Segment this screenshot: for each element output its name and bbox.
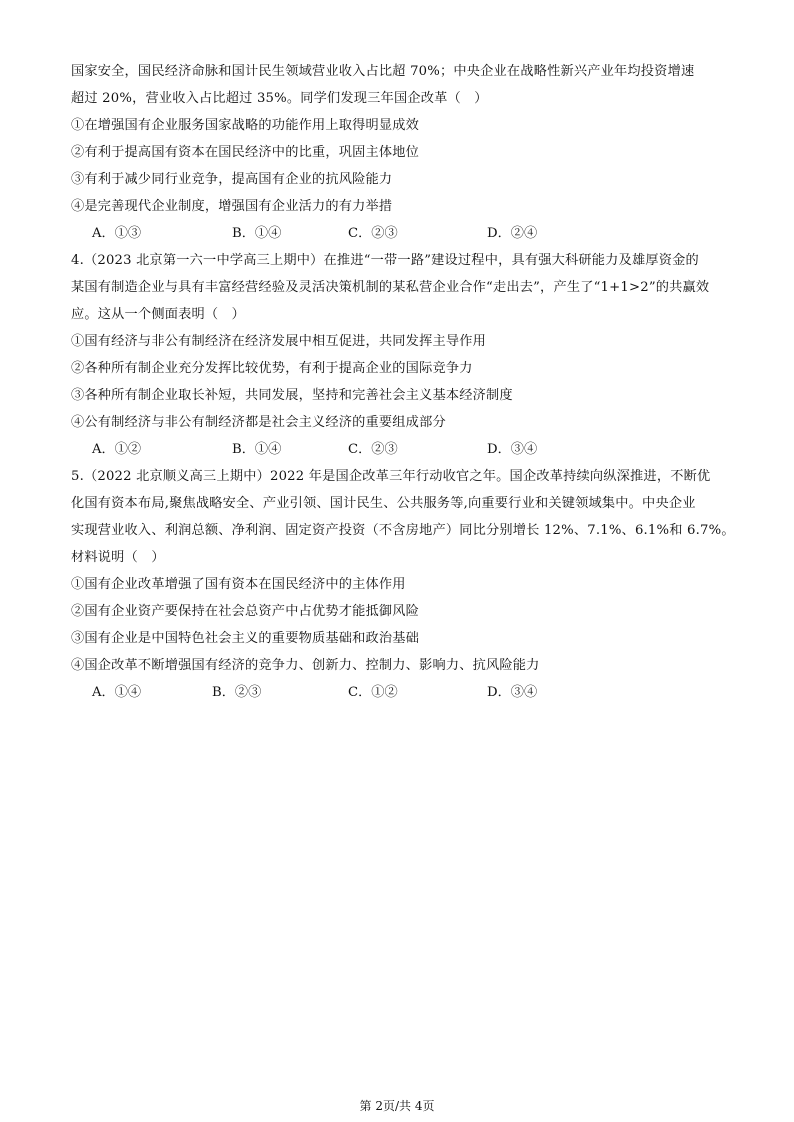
q5-statement-3: ③国有企业是中国特色社会主义的重要物质基础和政治基础 xyxy=(71,631,420,646)
q5-option-b[interactable]: B．②③ xyxy=(212,685,262,700)
q5-text-line-2: 化国有资本布局,聚焦战略安全、产业引领、国计民生、公共服务等,向重要行业和关键领域集中。中央企业 xyxy=(71,496,696,511)
q5-option-c[interactable]: C．①② xyxy=(348,685,398,700)
q3-option-b[interactable]: B．①④ xyxy=(232,226,282,241)
q4-text-line-3: 应。这从一个侧面表明（ ） xyxy=(71,307,246,322)
q3-statement-2: ②有利于提高国有资本在国民经济中的比重，巩固主体地位 xyxy=(71,145,420,160)
q5-statement-2: ②国有企业资产要保持在社会总资产中占优势才能抵御风险 xyxy=(71,604,420,619)
q4-statement-3: ③各种所有制企业取长补短，共同发展，坚持和完善社会主义基本经济制度 xyxy=(71,388,513,403)
q3-option-d[interactable]: D．②④ xyxy=(487,226,538,241)
q3-text-line-2: 超过 20%，营业收入占比超过 35%。同学们发现三年国企改革（ ） xyxy=(71,91,488,106)
q5-statement-1: ①国有企业改革增强了国有资本在国民经济中的主体作用 xyxy=(71,577,406,592)
q5-option-d[interactable]: D．③④ xyxy=(487,685,538,700)
q4-option-b[interactable]: B．①④ xyxy=(232,442,282,457)
q5-text-line-3: 实现营业收入、利润总额、净利润、固定资产投资（不含房地产）同比分别增长 12%、7.1%、6.1%和 6.7%。 xyxy=(71,523,735,538)
q3-text-line-1: 国家安全，国民经济命脉和国计民生领域营业收入占比超 70%；中央企业在战略性新兴产业年均投资增速 xyxy=(71,64,695,79)
q3-option-a[interactable]: A．①③ xyxy=(92,226,142,241)
q4-statement-4: ④公有制经济与非公有制经济都是社会主义经济的重要组成部分 xyxy=(71,415,446,430)
q4-statement-1: ①国有经济与非公有制经济在经济发展中相互促进，共同发挥主导作用 xyxy=(71,334,487,349)
q3-option-c[interactable]: C．②③ xyxy=(348,226,398,241)
q4-option-d[interactable]: D．③④ xyxy=(487,442,538,457)
q5-text-line-4: 材料说明（ ） xyxy=(71,550,165,565)
q3-statement-1: ①在增强国有企业服务国家战略的功能作用上取得明显成效 xyxy=(71,118,420,133)
q5-text-line-1: 5.（2022 北京顺义高三上期中）2022 年是国企改革三年行动收官之年。国企改革持续向纵深推进，不断优 xyxy=(71,469,711,484)
q5-option-a[interactable]: A．①④ xyxy=(92,685,142,700)
q4-statement-2: ②各种所有制企业充分发挥比较优势，有利于提高企业的国际竞争力 xyxy=(71,361,473,376)
q5-statement-4: ④国企改革不断增强国有经济的竞争力、创新力、控制力、影响力、抗风险能力 xyxy=(71,658,540,673)
q3-statement-4: ④是完善现代企业制度，增强国有企业活力的有力举措 xyxy=(71,199,393,214)
q4-text-line-2: 某国有制造企业与具有丰富经营经验及灵活决策机制的某私营企业合作“走出去”，产生了“1+1>2”的共赢效 xyxy=(71,280,710,295)
page-number-footer: 第 2页/共 4页 xyxy=(359,1099,435,1113)
q4-option-a[interactable]: A．①② xyxy=(92,442,142,457)
q3-statement-3: ③有利于减少同行业竞争，提高国有企业的抗风险能力 xyxy=(71,172,393,187)
q4-option-c[interactable]: C．②③ xyxy=(348,442,398,457)
q4-text-line-1: 4.（2023 北京第一六一中学高三上期中）在推进“一带一路”建设过程中，具有强大科研能力及雄厚资金的 xyxy=(71,253,699,268)
